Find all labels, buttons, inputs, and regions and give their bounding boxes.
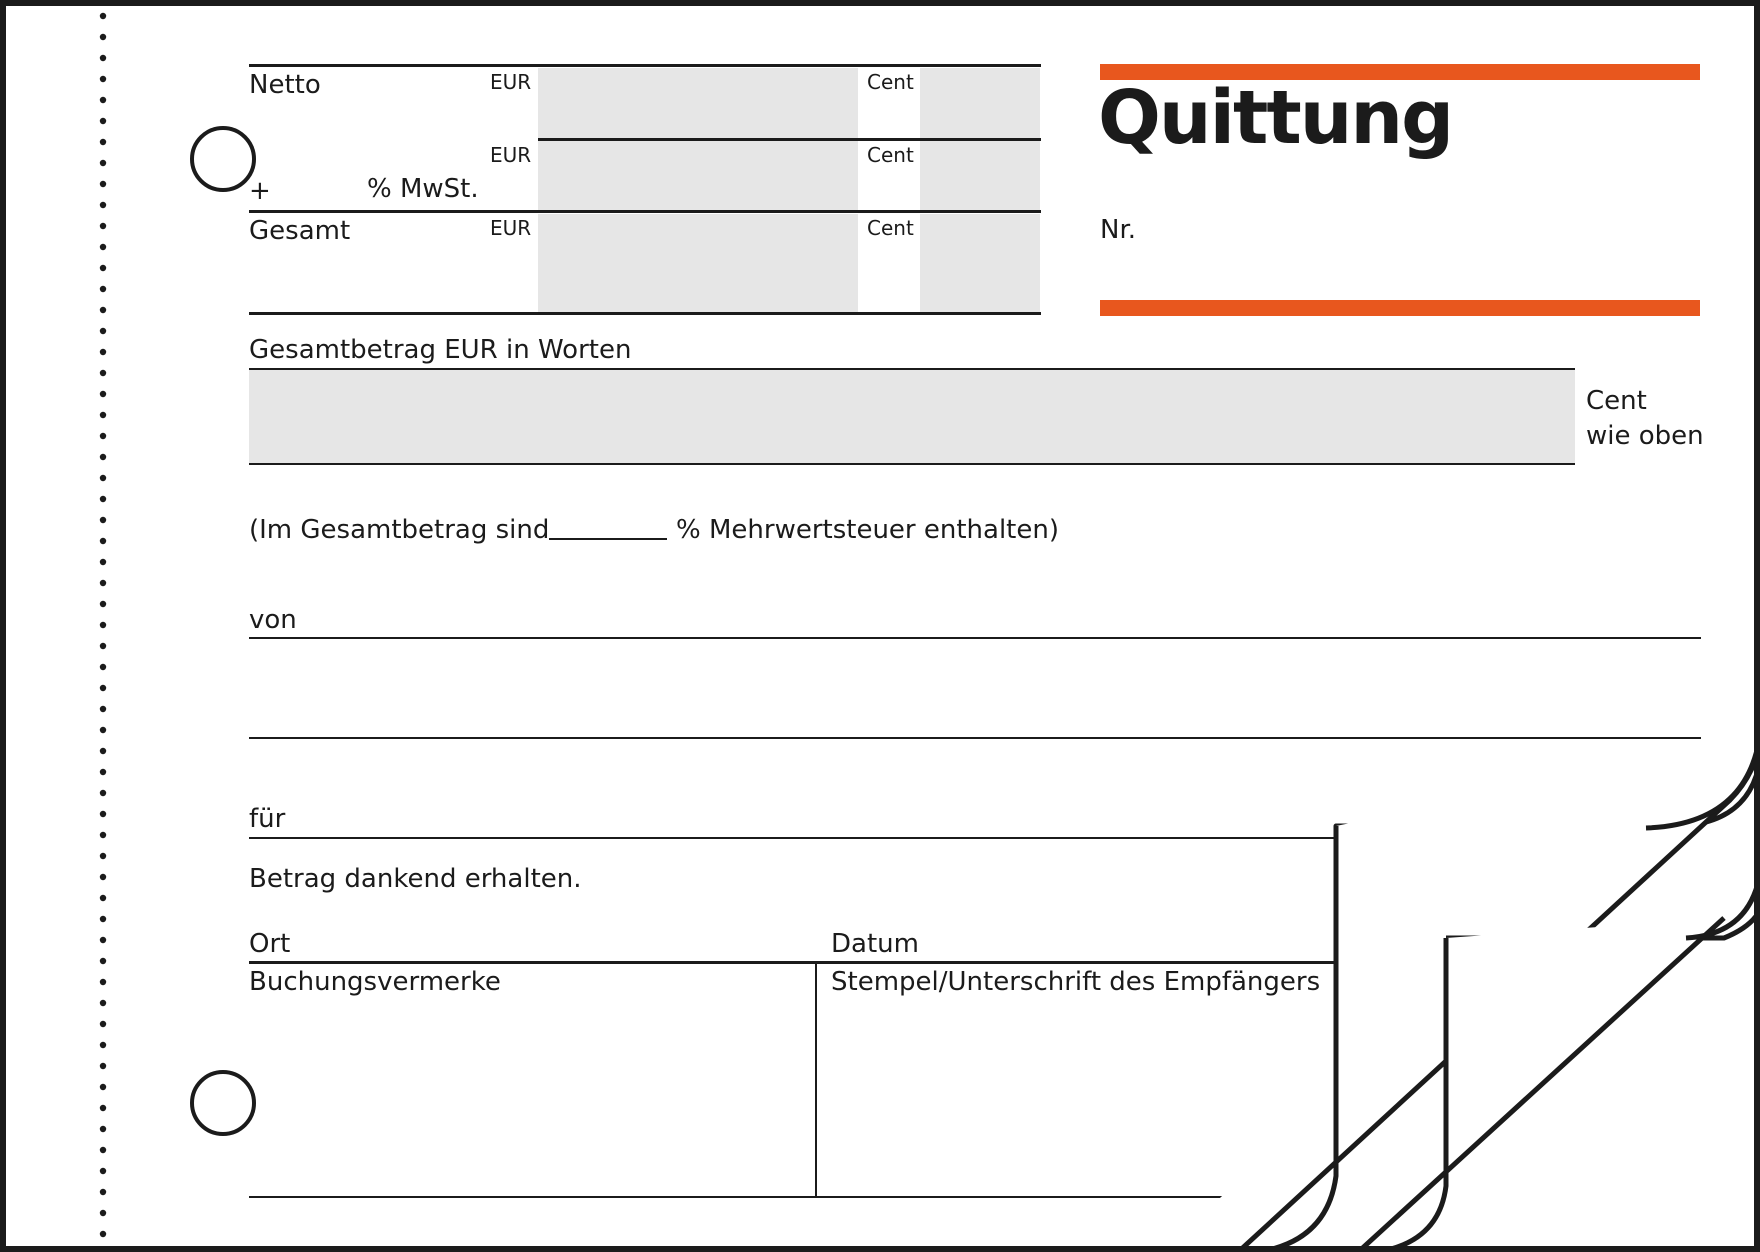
vat-sentence-start: (Im Gesamtbetrag sind — [249, 515, 550, 545]
gesamt-cent-label: Cent — [867, 216, 914, 240]
received-text: Betrag dankend erhalten. — [249, 864, 582, 894]
netto-label: Netto — [249, 70, 321, 100]
cent-note-line2: wie oben — [1586, 421, 1704, 451]
signature-label: Stempel/Unterschrift des Empfängers — [831, 967, 1321, 997]
gesamt-label: Gesamt — [249, 216, 351, 246]
vat-cent-label: Cent — [867, 143, 914, 167]
vat-plus-label: + — [249, 176, 271, 206]
netto-eur-label: EUR — [490, 70, 532, 94]
vat-percent-label: % MwSt. — [367, 174, 479, 204]
vat-sentence-end: % Mehrwertsteuer enthalten) — [676, 515, 1059, 545]
number-label: Nr. — [1100, 215, 1137, 245]
gesamt-eur-label: EUR — [490, 216, 532, 240]
ort-label: Ort — [249, 929, 291, 959]
document-title: Quittung — [1098, 75, 1453, 161]
von-label: von — [249, 605, 297, 635]
page-curl-icon — [6, 6, 1760, 1252]
booking-label: Buchungsvermerke — [249, 967, 501, 997]
vat-eur-label: EUR — [490, 143, 532, 167]
datum-label: Datum — [831, 929, 919, 959]
words-label: Gesamtbetrag EUR in Worten — [249, 335, 632, 365]
netto-cent-label: Cent — [867, 70, 914, 94]
fuer-label: für — [249, 804, 286, 834]
cent-note-line1: Cent — [1586, 386, 1647, 416]
